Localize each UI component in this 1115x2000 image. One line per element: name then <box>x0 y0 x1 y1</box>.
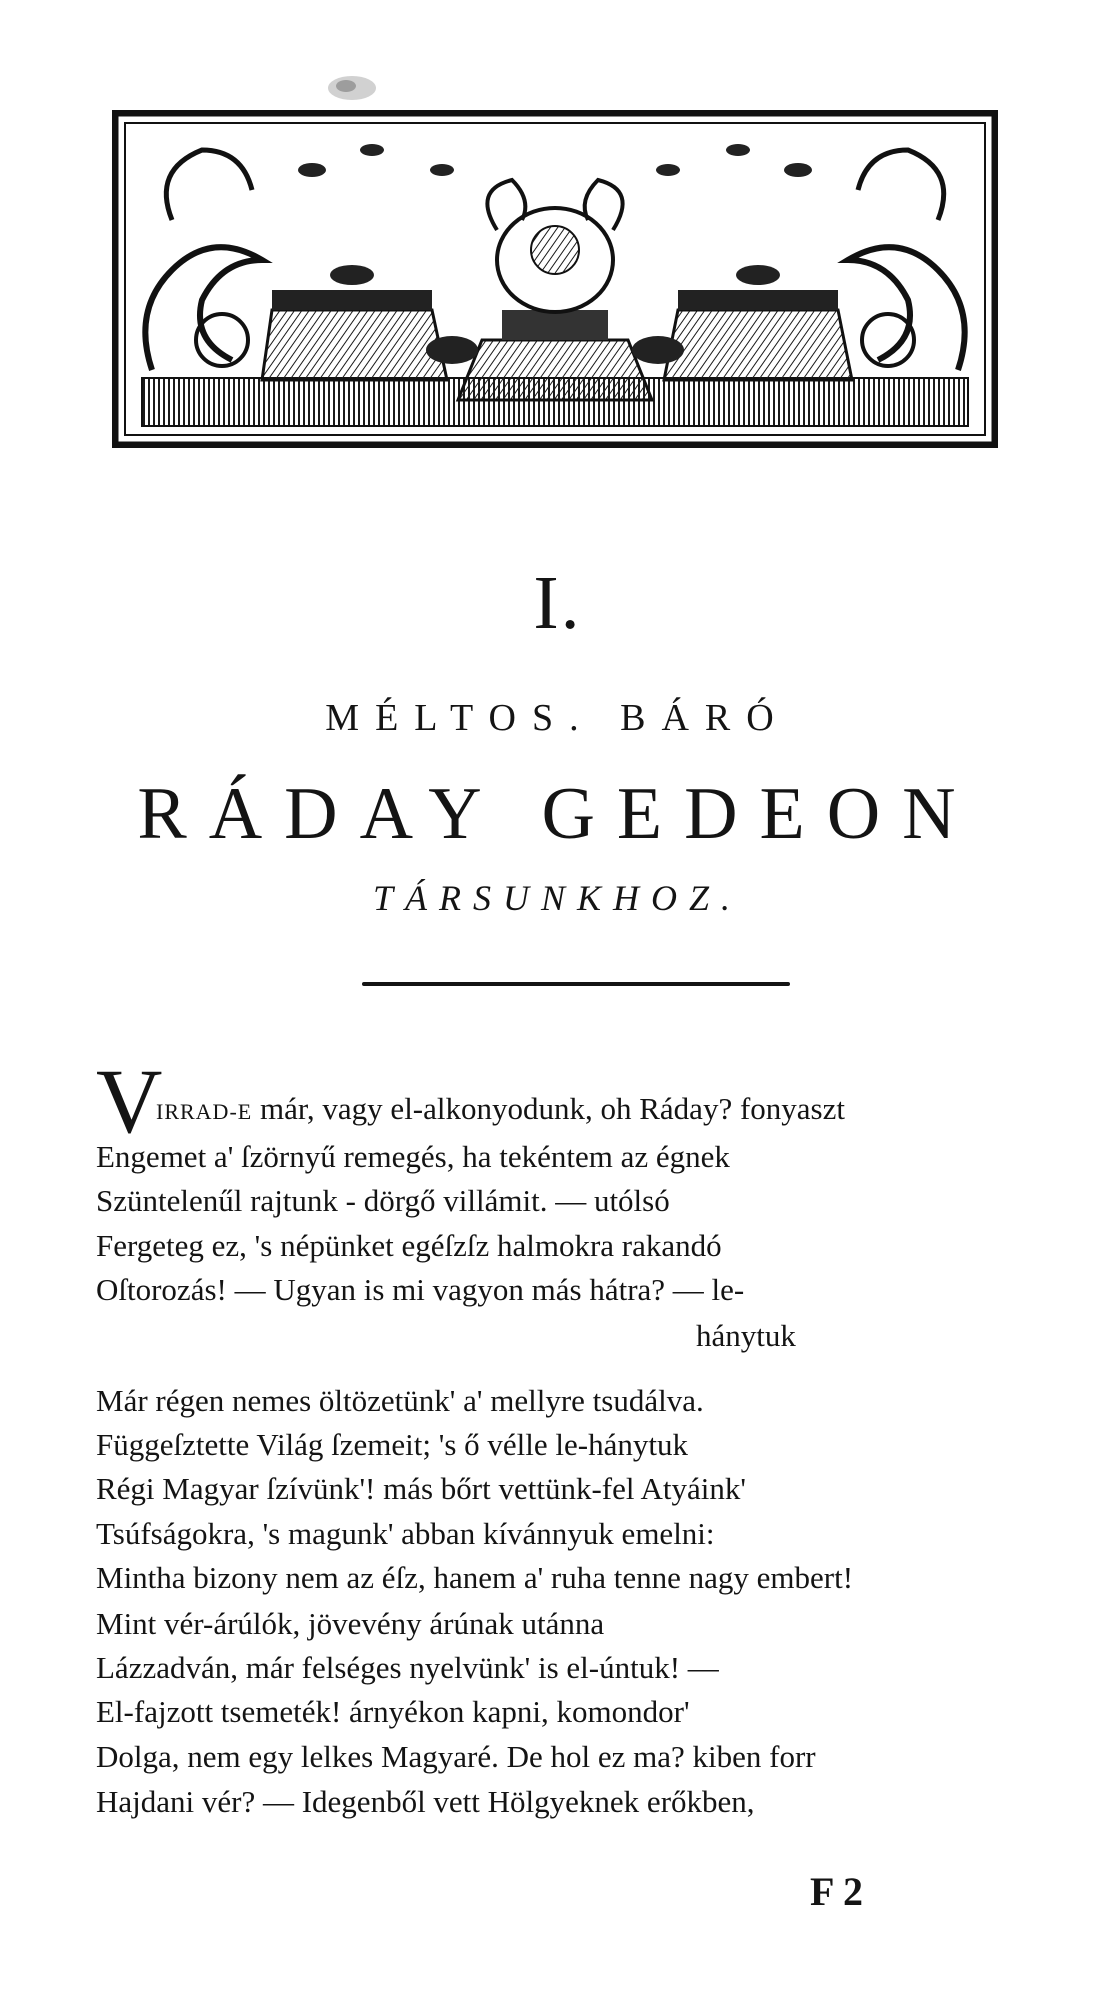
poem-line-continuation: hánytuk <box>696 1318 796 1353</box>
poem-line: Dolga, nem egy lelkes Magyaré. De hol ez ma? kiben forr <box>96 1739 816 1774</box>
poem-line: Már régen nemes öltözetünk' a' mellyre tsudálva. <box>96 1383 704 1418</box>
poem-line: Régi Magyar ſzívünk'! más bőrt vettünk-fel Atyáink' <box>96 1471 746 1506</box>
ink-stain <box>322 70 382 106</box>
dedication-line-title: MÉLTOS. BÁRÓ <box>325 697 790 739</box>
poem-line: Engemet a' ſzörnyű remegés, ha tekéntem az égnek <box>96 1139 730 1174</box>
dedication-line-to: TÁRSUNKHOZ. <box>372 878 743 918</box>
poem-line: Oſtorozás! — Ugyan is mi vagyon más hátra? — le- <box>96 1272 745 1307</box>
drop-cap: V <box>96 1050 163 1152</box>
ornamental-headpiece <box>112 110 998 448</box>
first-line-rest: már, vagy el-alkonyodunk, oh Ráday? fonyaszt <box>252 1091 845 1126</box>
poem-line: Lázzadván, már felséges nyelvünk' is el-úntuk! — <box>96 1650 719 1685</box>
poem-line: Fergeteg ez, 's népünket egéſzſz halmokra rakandó <box>96 1228 722 1263</box>
poem-line: Mint vér-árúlók, jövevény árúnak utánna <box>96 1606 605 1641</box>
poem-line: Szüntelenűl rajtunk - dörgő villámit. — utólsó <box>96 1183 670 1218</box>
signature-mark: F 2 <box>810 1869 863 1914</box>
poem-line: Mintha bizony nem az éſz, hanem a' ruha tenne nagy embert! <box>96 1560 854 1595</box>
poem-line-1 <box>156 1093 845 1124</box>
poem-line: Tsúfságokra, 's magunk' abban kívánnyuk emelni: <box>96 1516 715 1551</box>
dedication-line-name: RÁDAY GEDEON <box>137 773 978 855</box>
chapter-number: I. <box>533 561 582 645</box>
divider-rule <box>362 982 790 986</box>
first-line-smallcaps: IRRAD-E <box>156 1099 253 1124</box>
poem-line: Függeſztette Világ ſzemeit; 's ő vélle le-hánytuk <box>96 1427 688 1462</box>
poem-line: Hajdani vér? — Idegenből vett Hölgyeknek erőkben, <box>96 1784 755 1819</box>
poem-line: El-fajzott tsemeték! árnyékon kapni, komondor' <box>96 1694 690 1729</box>
